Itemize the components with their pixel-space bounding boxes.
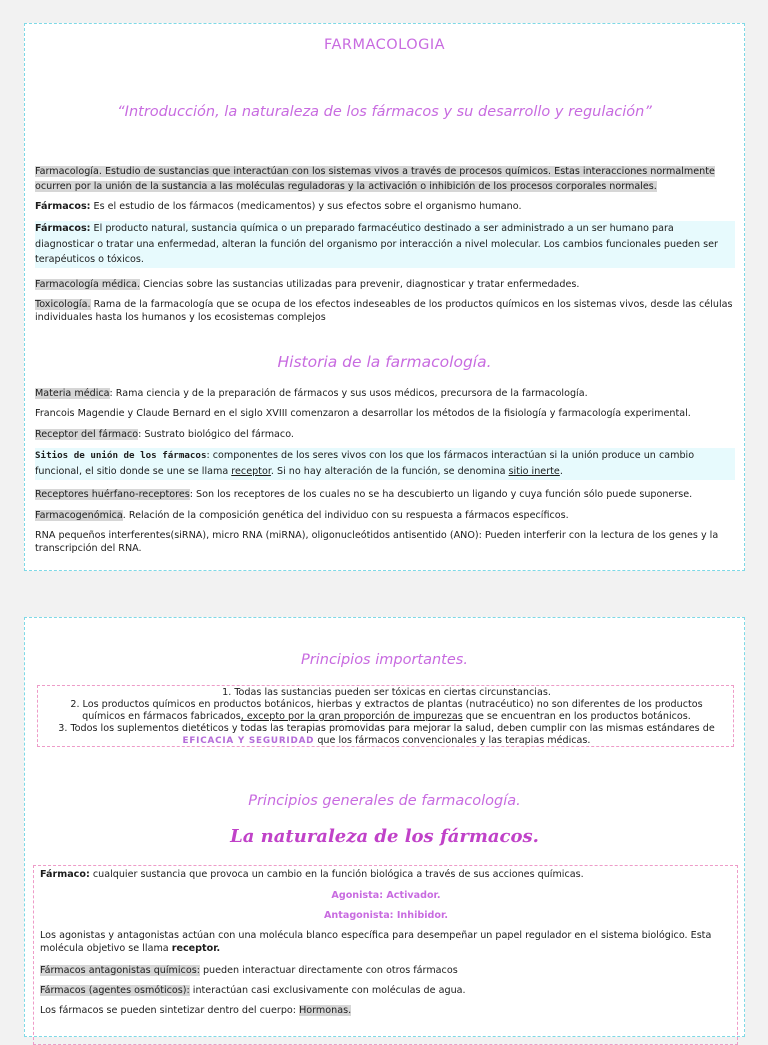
section-title-principios-generales: Principios generales de farmacología.: [248, 793, 521, 809]
list-text: que los fármacos convencionales y las terapias médicas.: [314, 735, 591, 746]
antagonist-label: Antagonista: Inhibidor.: [324, 910, 448, 921]
term-receptor: receptor.: [171, 943, 221, 954]
definition-antagonistas-quimicos: [40, 963, 732, 978]
history-receptor: [35, 427, 735, 442]
definition-farmacos-1: [35, 199, 735, 214]
agonist-label: Agonista: Activador.: [331, 890, 441, 901]
definition-text: pueden interactuar directamente con otros fármacos: [199, 965, 458, 976]
term-farmaco: Fármaco:: [40, 869, 90, 880]
history-text: : Rama ciencia y de la preparación de fármacos y sus usos médicos, precursora de la farmacología.: [109, 388, 588, 399]
history-text: . Relación de la composición genética del individuo con su respuesta a fármacos específicos.: [122, 510, 569, 521]
term-agentes-osmoticos: Fármacos (agentes osmóticos):: [40, 985, 190, 996]
definition-farmacologia-medica: [35, 277, 735, 292]
list-text: 3. Todos los suplementos dietéticos y todas las terapias promovidas para mejorar la salud, deben cumplir con las mismas estándares de: [58, 723, 715, 734]
list-underlined-text: , excepto por la gran proporción de impurezas: [240, 711, 463, 722]
term-hormonas: Hormonas.: [299, 1005, 352, 1016]
definition-agentes-osmoticos: [40, 983, 732, 998]
term-receptor-link: receptor: [231, 466, 271, 477]
term-farmacologia: Farmacología.: [35, 166, 102, 177]
definition-text: Ciencias sobre las sustancias utilizadas para prevenir, diagnosticar y tratar enfermedades.: [140, 279, 580, 290]
history-text: . Si no hay alteración de la función, se denomina: [270, 466, 509, 477]
history-text: : componentes de los seres vivos con los que los fármacos interactúan si la unión produce un cambio funcional, el sitio donde se une se llama: [35, 450, 695, 477]
history-text: : Son los receptores de los cuales no se ha descubierto un ligando y cuya función sólo puede suponerse.: [189, 489, 693, 500]
definition-text: Los fármacos se pueden sintetizar dentro del cuerpo:: [40, 1005, 300, 1016]
list-text: 2. Los productos químicos en productos botánicos, hierbas y extractos de plantas (nutracéutico) no son diferentes de los productos químicos en fármacos fabricados: [70, 699, 703, 722]
section-title-principios: Principios importantes.: [301, 652, 468, 668]
history-receptores-huerfanos: [35, 487, 735, 502]
document-page-1: [24, 23, 745, 571]
history-magendie-bernard: Francois Magendie y Claude Bernard en el siglo XVIII comenzaron a desarrollar los métodos de la fisiología y farmacología experimental.: [35, 408, 691, 419]
definition-farmacologia: [35, 164, 735, 194]
list-text: que se encuentran en los productos botánicos.: [462, 711, 691, 722]
definition-receptor: [40, 929, 732, 955]
history-materia-medica: [35, 386, 735, 401]
history-sitios-union: [35, 448, 735, 480]
history-farmacogenomica: [35, 508, 735, 523]
section-title-naturaleza: La naturaleza de los fármacos.: [230, 826, 539, 847]
term-sitios-union: Sitios de unión de los fármacos: [35, 450, 207, 461]
history-text: : Sustrato biológico del fármaco.: [138, 429, 294, 440]
definition-text: Los agonistas y antagonistas actúan con una molécula blanco específica para desempeñar un papel regulador en el sistema biológico. Esta molécula objetivo se llama: [40, 930, 712, 954]
list-item: [52, 723, 721, 747]
history-rna: RNA pequeños interferentes(siRNA), micro RNA (miRNA), oligonucleótidos antisentido (ANO): Pueden interferir con la lectura de los genes y la transcripción del RNA.: [35, 530, 719, 554]
page-title: FARMACOLOGIA: [323, 37, 446, 53]
definition-text: interactúan casi exclusivamente con moléculas de agua.: [189, 985, 466, 996]
definition-text: El producto natural, sustancia química o un preparado farmacéutico destinado a ser administrado a un ser humano para diagnosticar o tratar una enfermedad, alteran la función del organismo por interacción a nivel molecular. Los cambios funcionales pueden ser terapéuticos o tóxicos.: [35, 223, 718, 265]
definition-text: Rama de la farmacología que se ocupa de los efectos indeseables de los productos químicos en los sistemas vivos, desde las células individuales hasta los humanos y los ecosistemas complejos: [35, 299, 733, 323]
definition-hormonas: [40, 1003, 732, 1018]
term-farmacologia-medica: Farmacología médica.: [35, 279, 141, 290]
history-text: .: [559, 466, 563, 477]
term-materia-medica: Materia médica: [35, 388, 110, 399]
term-antagonistas-quimicos: Fármacos antagonistas químicos:: [40, 965, 200, 976]
definition-text: cualquier sustancia que provoca un cambio en la función biológica a través de sus acciones químicas.: [89, 869, 584, 880]
document-page-2: [24, 617, 745, 1037]
principles-list: [52, 687, 721, 747]
definition-text: Estudio de sustancias que interactúan con los sistemas vivos a través de procesos químicos. Estas interacciones normalmente ocurren por la unión de la sustancia a las moléculas reguladoras y la activación o inhibición de los procesos corporales normales.: [35, 166, 715, 192]
term-receptores-huerfanos: Receptores huérfano-receptores: [35, 489, 190, 500]
term-toxicologia: Toxicología.: [35, 299, 91, 310]
list-item: [52, 699, 721, 723]
definition-farmaco: [40, 867, 732, 882]
definition-toxicologia: [35, 298, 735, 324]
term-farmacogenomica: Farmacogenómica: [35, 510, 123, 521]
section-title-historia: Historia de la farmacología.: [277, 353, 492, 371]
term-farmacos: Fármacos:: [35, 201, 91, 212]
term-receptor-farmaco: Receptor del fármaco: [35, 429, 139, 440]
emphasis-eficacia-seguridad: EFICACIA Y SEGURIDAD: [182, 736, 315, 746]
definition-farmacos-2: [35, 221, 735, 268]
term-farmacos: Fármacos:: [35, 223, 91, 234]
list-item: 1. Todas las sustancias pueden ser tóxicas en ciertas circunstancias.: [222, 687, 551, 698]
nature-box: [33, 865, 738, 1045]
principles-box: [37, 685, 734, 747]
definition-text: Es el estudio de los fármacos (medicamentos) y sus efectos sobre el organismo humano.: [90, 201, 522, 212]
page-subtitle: “Introducción, la naturaleza de los fármacos y su desarrollo y regulación”: [117, 104, 652, 120]
term-sitio-inerte-link: sitio inerte: [508, 466, 560, 477]
